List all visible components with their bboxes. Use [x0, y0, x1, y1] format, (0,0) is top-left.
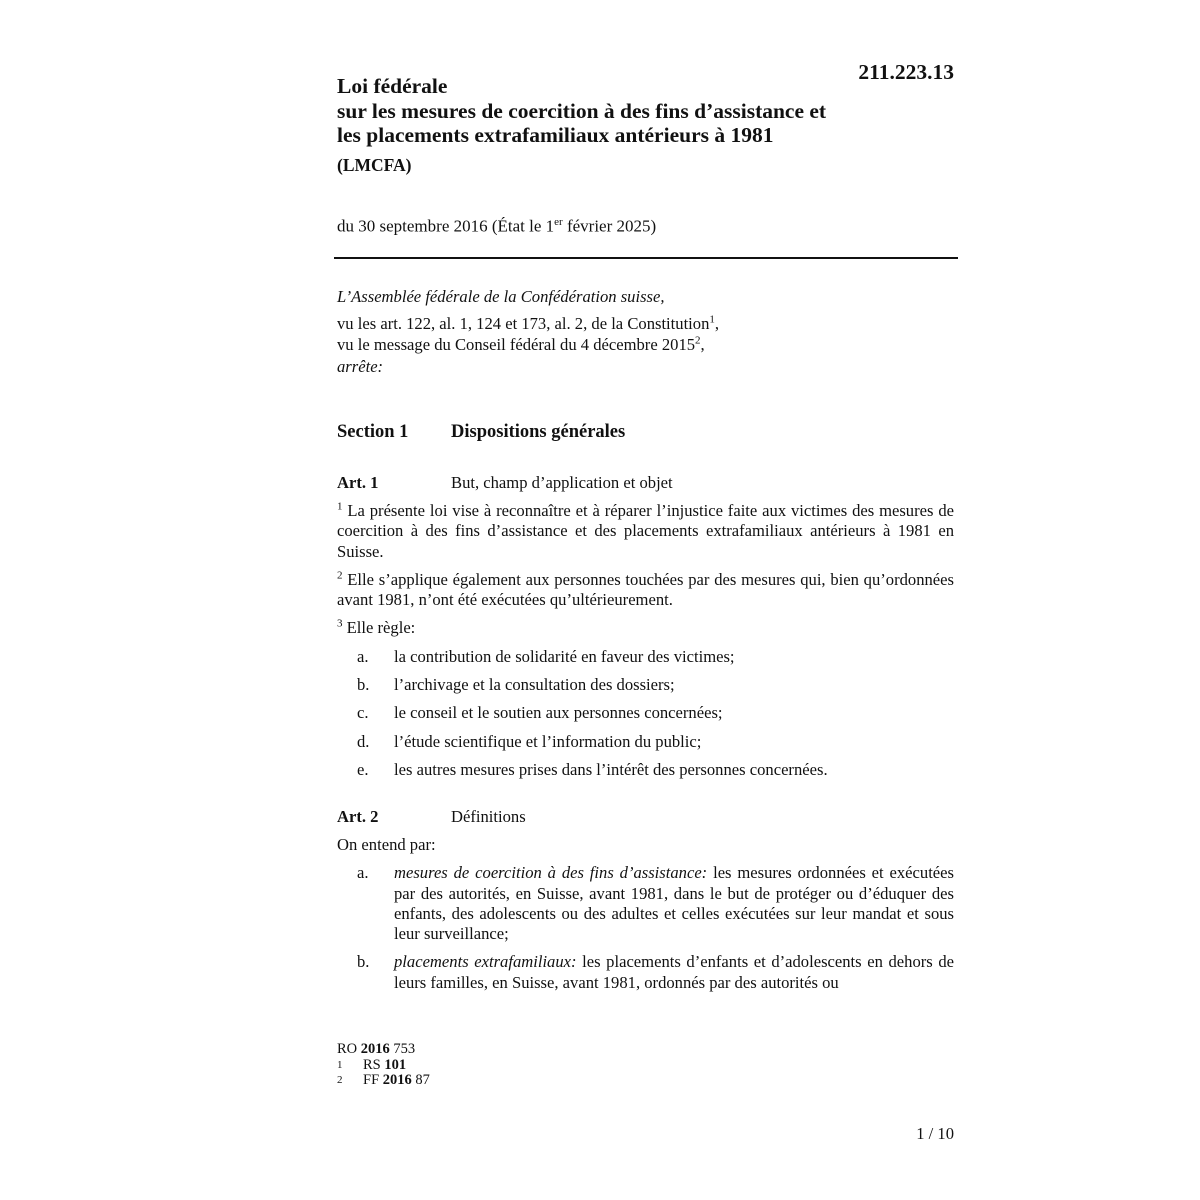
preamble-line: vu le message du Conseil fédéral du 4 décembre 2015$^2$,	[337, 334, 705, 354]
article-number: Art. 1	[337, 473, 379, 492]
section-label: Section 1	[337, 422, 409, 442]
article-2-body	[337, 835, 954, 1001]
article-1-body	[337, 501, 954, 788]
ro-reference: RO 2016 753	[337, 1041, 416, 1057]
preamble	[337, 287, 719, 377]
list-item: c. le conseil et le soutien aux personnes concernées;	[357, 703, 723, 723]
article-heading	[337, 473, 673, 493]
article-title: Définitions	[451, 807, 526, 826]
footnote-1: 1 RS 101	[337, 1056, 407, 1073]
document-page	[337, 0, 958, 1200]
law-title	[337, 74, 826, 148]
article-title: But, champ d’application et objet	[451, 473, 673, 492]
law-date	[337, 216, 656, 237]
footnote-2: 2 FF 2016 87	[337, 1072, 430, 1088]
footnote-ref-2[interactable]: 2	[695, 334, 701, 347]
preamble-decree: arrête:	[337, 356, 384, 376]
footnote-ref-1[interactable]: 1	[709, 313, 715, 326]
paragraph: $^1$ La présente loi vise à reconnaître et à réparer l’injustice faite aux victimes des mesures de coercition à des fins d’assistance et des placements extrafamiliaux antérieurs à 1981 en Suisse.	[337, 500, 954, 561]
article-heading	[337, 807, 526, 827]
title-line: sur les mesures de coercition à des fins d’assistance et	[337, 98, 827, 123]
paragraph: On entend par:	[337, 835, 436, 854]
title-line: Loi fédérale	[337, 74, 448, 98]
page-number: 1 / 10	[916, 1124, 954, 1143]
list-item: e. les autres mesures prises dans l’intérêt des personnes concernées.	[357, 759, 828, 779]
preamble-authority: L’Assemblée fédérale de la Confédération suisse,	[337, 287, 665, 306]
paragraph: $^2$ Elle s’applique également aux personnes touchées par des mesures qui, bien qu’ordonnées avant 1981, n’ont été exécutées qu’ultérieurement.	[337, 569, 954, 610]
paragraph: $^3$ Elle règle:	[337, 617, 416, 638]
article-number: Art. 2	[337, 807, 379, 826]
section-heading	[337, 422, 625, 443]
defined-term: mesures de coercition à des fins d’assistance:	[394, 863, 708, 883]
footnotes	[337, 1042, 430, 1089]
title-divider	[334, 257, 958, 259]
definition-item: b. placements extrafamiliaux: les placements d’enfants et d’adolescents en dehors de leurs familles, en Suisse, avant 1981, ordonnés par des autorités ou	[357, 952, 954, 992]
preamble-line: vu les art. 122, al. 1, 124 et 173, al. 2, de la Constitution$^1$,	[337, 313, 720, 334]
definition-item: a. mesures de coercition à des fins d’assistance: les mesures ordonnées et exécutées par des autorités, en Suisse, avant 1981, dans le but de protéger ou d’éduquer des enfants, des adolescents ou des adultes et celles exécutées sur leur mandat et sous leur surveillance;	[357, 863, 954, 944]
date-superscript: er	[554, 216, 563, 228]
list-item: a. la contribution de solidarité en faveur des victimes;	[357, 646, 735, 666]
date-prefix: du 30 septembre 2016 (État le 1	[337, 216, 555, 236]
date-suffix: février 2025)	[562, 216, 657, 236]
law-abbreviation: (LMCFA)	[337, 155, 412, 175]
defined-term: placements extrafamiliaux:	[394, 952, 577, 972]
section-title: Dispositions générales	[451, 422, 626, 442]
title-line: les placements extrafamiliaux antérieurs à 1981	[337, 123, 774, 147]
list-item: b. l’archivage et la consultation des dossiers;	[357, 675, 675, 695]
sr-number: 211.223.13	[858, 60, 954, 84]
list-item: d. l’étude scientifique et l’information du public;	[357, 731, 702, 751]
